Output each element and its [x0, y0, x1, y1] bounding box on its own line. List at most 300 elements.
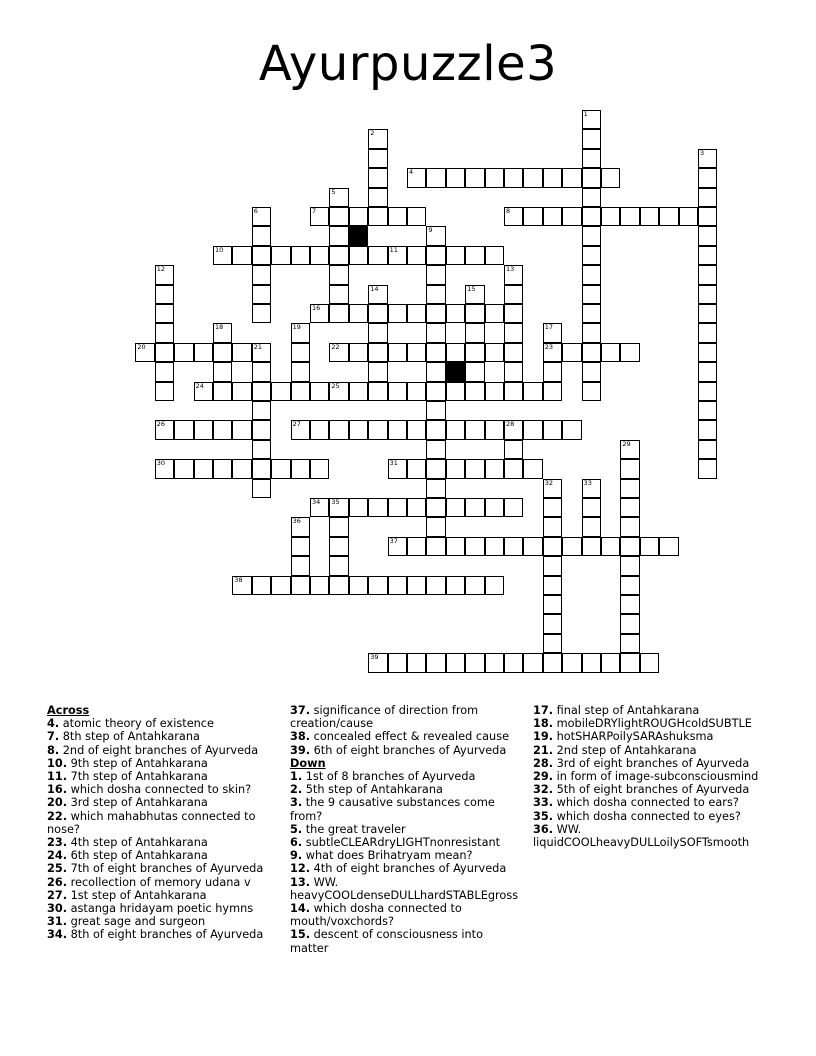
grid-cell[interactable]	[426, 459, 445, 478]
grid-cell[interactable]	[620, 343, 639, 362]
grid-cell[interactable]	[329, 188, 348, 207]
grid-cell[interactable]	[426, 285, 445, 304]
grid-cell[interactable]	[291, 420, 310, 439]
grid-cell[interactable]	[174, 420, 193, 439]
grid-cell[interactable]	[194, 382, 213, 401]
grid-cell[interactable]	[194, 459, 213, 478]
grid-cell[interactable]	[329, 576, 348, 595]
grid-cell[interactable]	[252, 440, 271, 459]
grid-cell[interactable]	[465, 653, 484, 672]
grid-cell[interactable]	[310, 576, 329, 595]
grid-cell[interactable]	[426, 168, 445, 187]
grid-cell[interactable]	[349, 498, 368, 517]
grid-cell[interactable]	[504, 382, 523, 401]
grid-cell[interactable]	[601, 653, 620, 672]
grid-cell[interactable]	[407, 498, 426, 517]
grid-cell[interactable]	[407, 537, 426, 556]
grid-cell[interactable]	[329, 537, 348, 556]
grid-cell[interactable]	[543, 323, 562, 342]
grid-cell[interactable]	[543, 479, 562, 498]
grid-cell[interactable]	[523, 207, 542, 226]
grid-cell[interactable]	[465, 246, 484, 265]
grid-cell[interactable]	[329, 207, 348, 226]
grid-cell[interactable]	[388, 459, 407, 478]
grid-cell[interactable]	[485, 304, 504, 323]
grid-cell[interactable]	[582, 129, 601, 148]
grid-cell[interactable]	[582, 226, 601, 245]
grid-cell[interactable]	[232, 246, 251, 265]
grid-cell[interactable]	[271, 246, 290, 265]
grid-cell[interactable]	[562, 420, 581, 439]
grid-cell[interactable]	[426, 440, 445, 459]
grid-cell[interactable]	[426, 401, 445, 420]
grid-cell[interactable]	[620, 614, 639, 633]
grid-cell[interactable]	[310, 246, 329, 265]
grid-cell[interactable]	[582, 285, 601, 304]
grid-cell[interactable]	[504, 653, 523, 672]
grid-cell[interactable]	[368, 498, 387, 517]
grid-cell[interactable]	[291, 246, 310, 265]
grid-cell[interactable]	[465, 576, 484, 595]
grid-cell[interactable]	[504, 459, 523, 478]
grid-cell[interactable]	[698, 382, 717, 401]
clue-column-1	[47, 704, 279, 942]
grid-cell[interactable]	[426, 537, 445, 556]
grid-cell[interactable]	[349, 420, 368, 439]
grid-cell[interactable]	[601, 168, 620, 187]
grid-cell[interactable]	[426, 323, 445, 342]
grid-cell[interactable]	[485, 168, 504, 187]
grid-cell[interactable]	[155, 459, 174, 478]
grid-cell[interactable]	[562, 537, 581, 556]
grid-cell[interactable]	[659, 537, 678, 556]
grid-cell[interactable]	[271, 576, 290, 595]
grid-cell[interactable]	[426, 576, 445, 595]
grid-cell[interactable]	[368, 129, 387, 148]
grid-cell[interactable]	[329, 285, 348, 304]
grid-cell[interactable]	[504, 362, 523, 381]
grid-cell[interactable]	[135, 343, 154, 362]
grid-cell[interactable]	[698, 265, 717, 284]
grid-cell[interactable]	[407, 459, 426, 478]
grid-cell[interactable]	[252, 285, 271, 304]
grid-cell[interactable]	[465, 420, 484, 439]
grid-cell[interactable]	[349, 576, 368, 595]
grid-cell[interactable]	[310, 207, 329, 226]
grid-cell[interactable]	[446, 382, 465, 401]
grid-cell[interactable]	[310, 382, 329, 401]
grid-cell[interactable]	[543, 556, 562, 575]
grid-cell[interactable]	[388, 246, 407, 265]
grid-cell[interactable]	[698, 401, 717, 420]
grid-cell[interactable]	[155, 343, 174, 362]
grid-cell[interactable]	[368, 362, 387, 381]
grid-cell[interactable]	[504, 440, 523, 459]
grid-cell[interactable]	[155, 285, 174, 304]
grid-cell[interactable]	[543, 168, 562, 187]
grid-cell[interactable]	[349, 207, 368, 226]
grid-cell[interactable]	[620, 556, 639, 575]
grid-cell[interactable]	[310, 459, 329, 478]
grid-cell[interactable]	[213, 323, 232, 342]
grid-cell[interactable]	[252, 382, 271, 401]
grid-cell[interactable]	[291, 343, 310, 362]
grid-cell[interactable]	[291, 517, 310, 536]
grid-cell[interactable]	[504, 168, 523, 187]
grid-cell[interactable]	[388, 653, 407, 672]
grid-cell[interactable]	[620, 576, 639, 595]
grid-cell[interactable]	[426, 226, 445, 245]
grid-cell[interactable]	[407, 304, 426, 323]
grid-cell[interactable]	[698, 362, 717, 381]
grid-cell[interactable]	[368, 304, 387, 323]
cell-number: 38	[234, 575, 243, 584]
grid-cell[interactable]	[426, 420, 445, 439]
grid-cell[interactable]	[543, 537, 562, 556]
grid-cell[interactable]	[291, 459, 310, 478]
grid-cell[interactable]	[543, 498, 562, 517]
grid-cell[interactable]	[465, 382, 484, 401]
grid-cell[interactable]	[426, 343, 445, 362]
grid-cell[interactable]	[698, 420, 717, 439]
grid-cell[interactable]	[426, 362, 445, 381]
grid-cell[interactable]	[620, 479, 639, 498]
grid-cell[interactable]	[504, 207, 523, 226]
grid-cell[interactable]	[446, 304, 465, 323]
grid-cell[interactable]	[426, 498, 445, 517]
grid-cell[interactable]	[329, 265, 348, 284]
grid-cell[interactable]	[582, 188, 601, 207]
grid-cell[interactable]	[252, 265, 271, 284]
grid-cell[interactable]	[601, 343, 620, 362]
grid-cell[interactable]	[620, 517, 639, 536]
grid-cell[interactable]	[252, 420, 271, 439]
grid-cell[interactable]	[310, 304, 329, 323]
grid-cell[interactable]	[407, 382, 426, 401]
grid-cell[interactable]	[213, 362, 232, 381]
grid-cell[interactable]	[485, 382, 504, 401]
grid-cell[interactable]	[252, 343, 271, 362]
grid-cell[interactable]	[698, 459, 717, 478]
grid-cell[interactable]	[582, 537, 601, 556]
grid-cell[interactable]	[620, 653, 639, 672]
grid-cell[interactable]	[523, 459, 542, 478]
grid-cell[interactable]	[271, 382, 290, 401]
grid-cell[interactable]	[291, 556, 310, 575]
grid-cell[interactable]	[174, 459, 193, 478]
grid-cell[interactable]	[388, 382, 407, 401]
grid-cell[interactable]	[446, 537, 465, 556]
grid-cell[interactable]	[329, 246, 348, 265]
grid-cell[interactable]	[252, 576, 271, 595]
grid-cell[interactable]	[291, 323, 310, 342]
grid-cell[interactable]	[252, 207, 271, 226]
grid-cell[interactable]	[446, 343, 465, 362]
grid-cell[interactable]	[582, 479, 601, 498]
grid-cell[interactable]	[543, 382, 562, 401]
grid-cell[interactable]	[349, 343, 368, 362]
grid-cell[interactable]	[698, 323, 717, 342]
grid-cell[interactable]	[426, 304, 445, 323]
grid-cell[interactable]	[291, 576, 310, 595]
grid-cell[interactable]	[485, 653, 504, 672]
grid-cell[interactable]	[465, 168, 484, 187]
grid-cell[interactable]	[504, 323, 523, 342]
grid-cell[interactable]	[446, 498, 465, 517]
grid-cell[interactable]	[698, 226, 717, 245]
grid-cell[interactable]	[213, 459, 232, 478]
grid-cell[interactable]	[523, 168, 542, 187]
grid-cell[interactable]	[582, 304, 601, 323]
grid-cell[interactable]	[562, 653, 581, 672]
clue-item	[533, 757, 773, 770]
grid-cell[interactable]	[213, 343, 232, 362]
grid-cell[interactable]	[659, 207, 678, 226]
grid-cell[interactable]	[329, 382, 348, 401]
clue-text: the great traveler	[302, 822, 406, 836]
grid-cell[interactable]	[155, 362, 174, 381]
grid-cell[interactable]	[407, 168, 426, 187]
grid-cell[interactable]	[485, 537, 504, 556]
grid-cell[interactable]	[388, 498, 407, 517]
grid-cell[interactable]	[698, 440, 717, 459]
grid-cell[interactable]	[620, 459, 639, 478]
grid-cell[interactable]	[504, 537, 523, 556]
grid-cell[interactable]	[349, 382, 368, 401]
grid-cell[interactable]	[291, 362, 310, 381]
grid-cell[interactable]	[388, 207, 407, 226]
grid-cell[interactable]	[640, 653, 659, 672]
grid-cell[interactable]	[213, 246, 232, 265]
grid-cell[interactable]	[388, 420, 407, 439]
grid-cell[interactable]	[329, 226, 348, 245]
grid-cell[interactable]	[252, 362, 271, 381]
grid-cell[interactable]	[620, 537, 639, 556]
grid-cell[interactable]	[388, 537, 407, 556]
grid-cell[interactable]	[465, 285, 484, 304]
grid-cell[interactable]	[485, 343, 504, 362]
grid-cell[interactable]	[523, 653, 542, 672]
grid-cell[interactable]	[194, 343, 213, 362]
grid-cell[interactable]	[465, 304, 484, 323]
grid-cell[interactable]	[155, 420, 174, 439]
grid-cell[interactable]	[446, 459, 465, 478]
grid-cell[interactable]	[329, 304, 348, 323]
grid-cell[interactable]	[368, 285, 387, 304]
grid-cell[interactable]	[329, 556, 348, 575]
grid-cell[interactable]	[426, 479, 445, 498]
grid-cell[interactable]	[388, 304, 407, 323]
grid-cell[interactable]	[232, 343, 251, 362]
grid-cell[interactable]	[698, 207, 717, 226]
grid-cell[interactable]	[465, 537, 484, 556]
grid-cell[interactable]	[465, 362, 484, 381]
grid-cell[interactable]	[426, 246, 445, 265]
grid-cell[interactable]	[543, 343, 562, 362]
grid-cell[interactable]	[291, 382, 310, 401]
grid-cell[interactable]	[329, 420, 348, 439]
grid-cell[interactable]	[368, 343, 387, 362]
grid-cell[interactable]	[213, 382, 232, 401]
grid-cell[interactable]	[407, 576, 426, 595]
grid-cell[interactable]	[465, 459, 484, 478]
grid-cell[interactable]	[698, 343, 717, 362]
grid-cell[interactable]	[368, 149, 387, 168]
grid-cell[interactable]	[582, 382, 601, 401]
grid-cell[interactable]	[368, 207, 387, 226]
grid-cell[interactable]	[368, 188, 387, 207]
grid-cell[interactable]	[271, 459, 290, 478]
grid-cell[interactable]	[582, 149, 601, 168]
grid-cell[interactable]	[523, 537, 542, 556]
grid-cell[interactable]	[368, 382, 387, 401]
grid-cell[interactable]	[349, 246, 368, 265]
grid-cell[interactable]	[504, 285, 523, 304]
grid-cell[interactable]	[252, 479, 271, 498]
grid-cell[interactable]	[155, 323, 174, 342]
grid-cell[interactable]	[465, 343, 484, 362]
grid-cell[interactable]	[446, 576, 465, 595]
grid-cell[interactable]	[194, 420, 213, 439]
grid-cell[interactable]	[504, 343, 523, 362]
grid-cell[interactable]	[213, 420, 232, 439]
grid-cell[interactable]	[601, 537, 620, 556]
grid-cell[interactable]	[232, 576, 251, 595]
grid-cell[interactable]	[407, 343, 426, 362]
grid-cell[interactable]	[368, 323, 387, 342]
grid-cell[interactable]	[698, 285, 717, 304]
grid-cell[interactable]	[388, 343, 407, 362]
grid-cell[interactable]	[582, 110, 601, 129]
grid-cell[interactable]	[465, 323, 484, 342]
grid-cell[interactable]	[698, 188, 717, 207]
grid-cell[interactable]	[620, 207, 639, 226]
grid-cell[interactable]	[368, 653, 387, 672]
grid-cell[interactable]	[640, 537, 659, 556]
grid-cell[interactable]	[543, 653, 562, 672]
grid-cell[interactable]	[640, 207, 659, 226]
grid-cell[interactable]	[698, 168, 717, 187]
grid-cell[interactable]	[504, 420, 523, 439]
grid-cell[interactable]	[523, 382, 542, 401]
grid-cell[interactable]	[252, 246, 271, 265]
grid-cell[interactable]	[582, 168, 601, 187]
grid-cell[interactable]	[582, 323, 601, 342]
grid-cell[interactable]	[252, 459, 271, 478]
grid-cell[interactable]	[543, 362, 562, 381]
grid-cell[interactable]	[562, 168, 581, 187]
grid-cell[interactable]	[523, 420, 542, 439]
grid-cell[interactable]	[407, 653, 426, 672]
grid-cell[interactable]	[426, 382, 445, 401]
grid-cell[interactable]	[291, 537, 310, 556]
grid-cell[interactable]	[155, 382, 174, 401]
grid-cell[interactable]	[310, 420, 329, 439]
grid-cell[interactable]	[485, 498, 504, 517]
grid-cell[interactable]	[582, 246, 601, 265]
grid-cell[interactable]	[446, 420, 465, 439]
grid-cell[interactable]	[562, 343, 581, 362]
grid-cell[interactable]	[582, 517, 601, 536]
grid-cell[interactable]	[407, 420, 426, 439]
grid-cell[interactable]	[252, 401, 271, 420]
grid-cell[interactable]	[582, 207, 601, 226]
grid-cell[interactable]	[504, 265, 523, 284]
grid-cell[interactable]	[543, 614, 562, 633]
grid-cell[interactable]	[155, 304, 174, 323]
grid-cell[interactable]	[329, 517, 348, 536]
grid-cell[interactable]	[426, 653, 445, 672]
clue-number: 12.	[290, 862, 311, 876]
grid-cell[interactable]	[426, 265, 445, 284]
grid-cell[interactable]	[485, 576, 504, 595]
grid-cell[interactable]	[504, 304, 523, 323]
grid-cell[interactable]	[582, 343, 601, 362]
grid-cell[interactable]	[174, 343, 193, 362]
grid-cell[interactable]	[232, 420, 251, 439]
grid-cell[interactable]	[329, 343, 348, 362]
grid-cell[interactable]	[407, 246, 426, 265]
grid-cell[interactable]	[620, 634, 639, 653]
grid-cell[interactable]	[446, 168, 465, 187]
grid-cell[interactable]	[252, 226, 271, 245]
grid-cell[interactable]	[601, 207, 620, 226]
grid-cell[interactable]	[232, 459, 251, 478]
grid-cell[interactable]	[368, 168, 387, 187]
grid-cell[interactable]	[562, 207, 581, 226]
clue-number: 20.	[47, 796, 68, 810]
grid-cell[interactable]	[543, 634, 562, 653]
grid-cell[interactable]	[543, 207, 562, 226]
grid-cell[interactable]	[446, 653, 465, 672]
grid-cell[interactable]	[698, 149, 717, 168]
grid-cell[interactable]	[582, 362, 601, 381]
grid-cell[interactable]	[232, 382, 251, 401]
grid-cell[interactable]	[155, 265, 174, 284]
grid-cell[interactable]	[368, 576, 387, 595]
grid-cell[interactable]	[485, 246, 504, 265]
grid-cell[interactable]	[407, 207, 426, 226]
grid-cell[interactable]	[543, 420, 562, 439]
grid-cell[interactable]	[582, 653, 601, 672]
grid-cell[interactable]	[543, 576, 562, 595]
grid-cell[interactable]	[329, 498, 348, 517]
grid-cell[interactable]	[543, 517, 562, 536]
grid-cell[interactable]	[446, 246, 465, 265]
grid-cell[interactable]	[620, 498, 639, 517]
down-header: Down	[290, 756, 326, 770]
grid-cell[interactable]	[620, 440, 639, 459]
grid-cell[interactable]	[388, 576, 407, 595]
grid-cell[interactable]	[485, 459, 504, 478]
grid-cell[interactable]	[310, 498, 329, 517]
grid-cell[interactable]	[582, 498, 601, 517]
grid-cell[interactable]	[543, 595, 562, 614]
grid-cell[interactable]	[582, 265, 601, 284]
grid-cell[interactable]	[620, 595, 639, 614]
grid-cell[interactable]	[349, 304, 368, 323]
grid-cell[interactable]	[426, 517, 445, 536]
grid-cell[interactable]	[698, 304, 717, 323]
grid-cell[interactable]	[485, 420, 504, 439]
grid-cell[interactable]	[252, 304, 271, 323]
grid-cell[interactable]	[504, 498, 523, 517]
grid-cell[interactable]	[679, 207, 698, 226]
grid-cell[interactable]	[698, 246, 717, 265]
grid-cell[interactable]	[465, 498, 484, 517]
grid-cell[interactable]	[368, 246, 387, 265]
grid-cell[interactable]	[368, 420, 387, 439]
